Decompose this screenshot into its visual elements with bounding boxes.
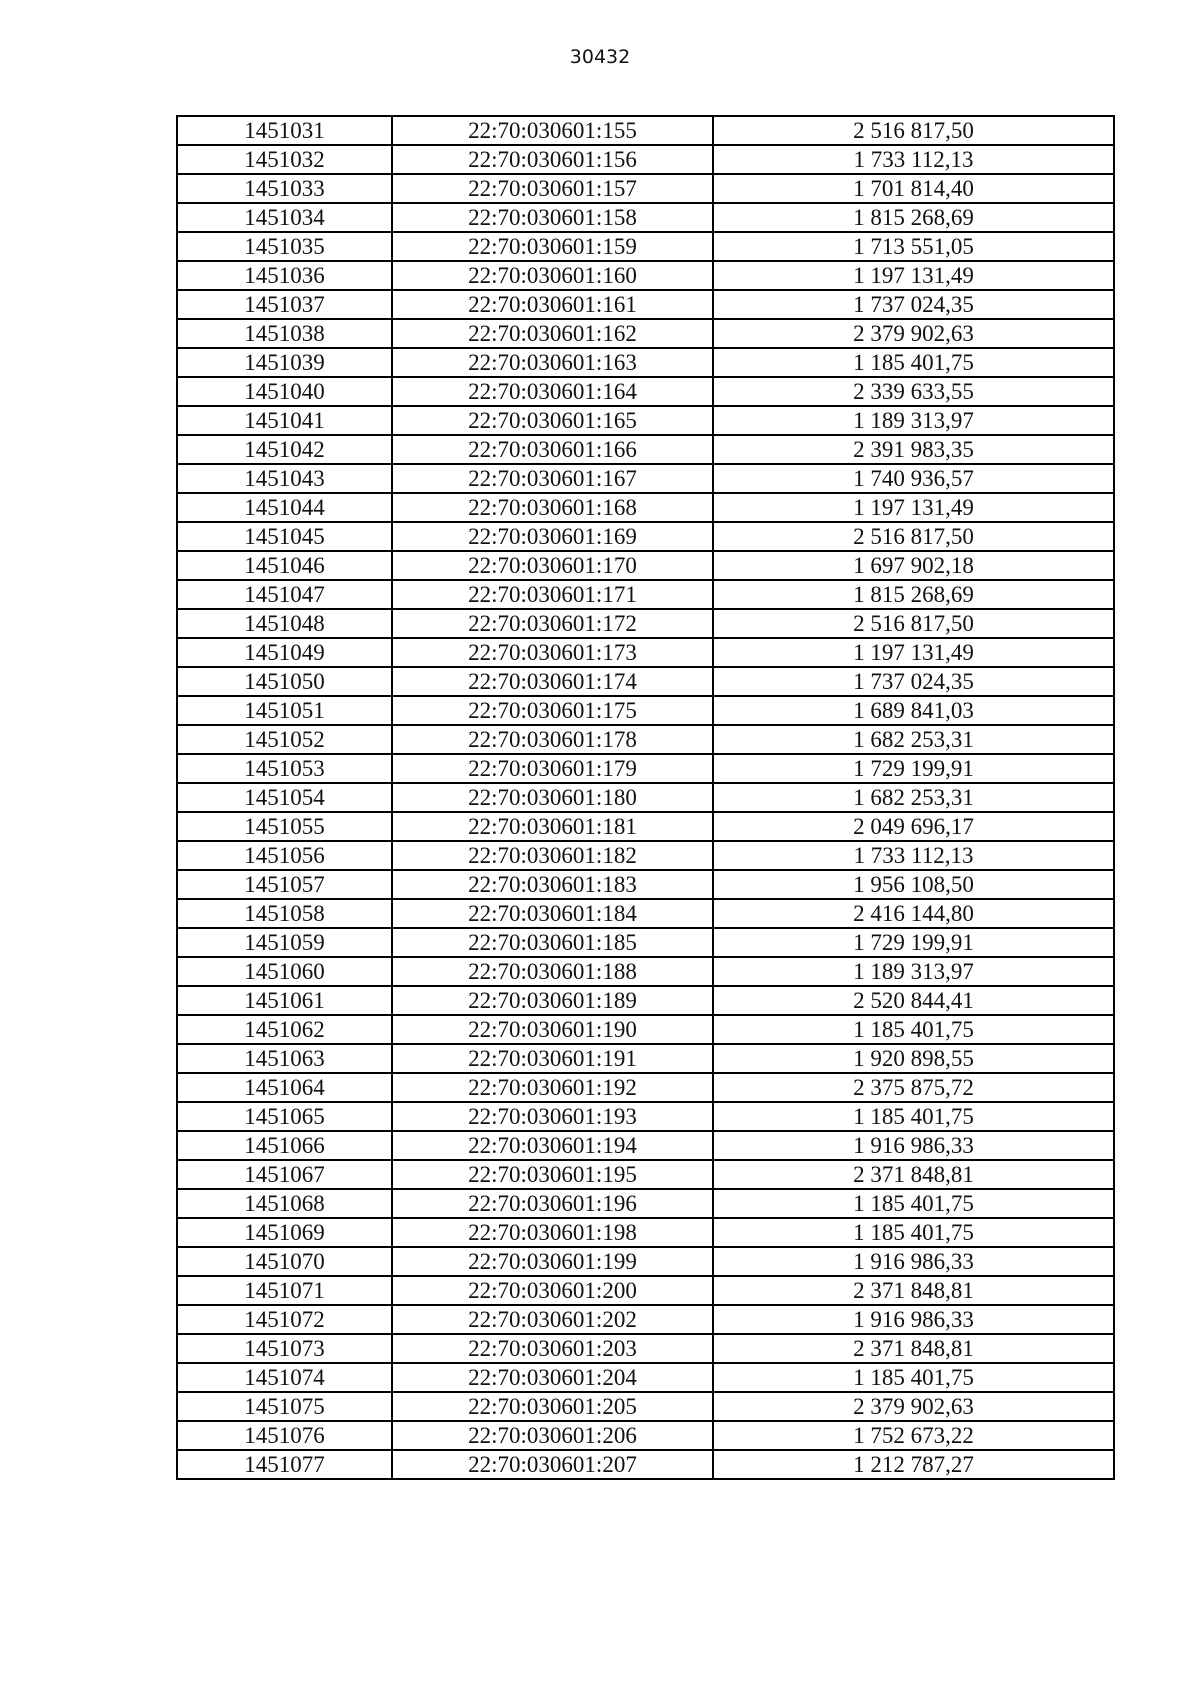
value-cell: 1 689 841,03	[713, 696, 1114, 725]
row-id-cell: 1451037	[177, 290, 392, 319]
row-id-cell: 1451063	[177, 1044, 392, 1073]
table-row	[177, 1189, 1114, 1218]
table-row	[177, 1218, 1114, 1247]
cadastral-number-cell: 22:70:030601:159	[392, 232, 713, 261]
value-cell: 1 815 268,69	[713, 580, 1114, 609]
row-id-cell: 1451059	[177, 928, 392, 957]
table-row	[177, 1160, 1114, 1189]
row-id-cell: 1451031	[177, 116, 392, 145]
row-id-cell: 1451051	[177, 696, 392, 725]
cadastral-number-cell: 22:70:030601:182	[392, 841, 713, 870]
value-cell: 2 516 817,50	[713, 609, 1114, 638]
cadastral-number-cell: 22:70:030601:157	[392, 174, 713, 203]
value-cell: 2 516 817,50	[713, 116, 1114, 145]
cadastral-number-cell: 22:70:030601:185	[392, 928, 713, 957]
cadastral-number-cell: 22:70:030601:162	[392, 319, 713, 348]
cadastral-number-cell: 22:70:030601:173	[392, 638, 713, 667]
cadastral-number-cell: 22:70:030601:190	[392, 1015, 713, 1044]
cadastral-number-cell: 22:70:030601:175	[392, 696, 713, 725]
value-cell: 2 379 902,63	[713, 319, 1114, 348]
table-row	[177, 1044, 1114, 1073]
value-cell: 1 185 401,75	[713, 348, 1114, 377]
table-row	[177, 493, 1114, 522]
cadastral-number-cell: 22:70:030601:189	[392, 986, 713, 1015]
row-id-cell: 1451067	[177, 1160, 392, 1189]
table-row	[177, 609, 1114, 638]
cadastral-number-cell: 22:70:030601:191	[392, 1044, 713, 1073]
cadastral-number-cell: 22:70:030601:155	[392, 116, 713, 145]
table-row	[177, 551, 1114, 580]
cadastral-number-cell: 22:70:030601:165	[392, 406, 713, 435]
value-cell: 1 815 268,69	[713, 203, 1114, 232]
cadastral-number-cell: 22:70:030601:168	[392, 493, 713, 522]
row-id-cell: 1451060	[177, 957, 392, 986]
table-row	[177, 957, 1114, 986]
cadastral-number-cell: 22:70:030601:202	[392, 1305, 713, 1334]
row-id-cell: 1451069	[177, 1218, 392, 1247]
value-cell: 2 049 696,17	[713, 812, 1114, 841]
table-row	[177, 377, 1114, 406]
value-cell: 1 916 986,33	[713, 1247, 1114, 1276]
row-id-cell: 1451045	[177, 522, 392, 551]
value-cell: 1 185 401,75	[713, 1218, 1114, 1247]
row-id-cell: 1451074	[177, 1363, 392, 1392]
cadastral-number-cell: 22:70:030601:164	[392, 377, 713, 406]
row-id-cell: 1451058	[177, 899, 392, 928]
row-id-cell: 1451062	[177, 1015, 392, 1044]
value-cell: 1 212 787,27	[713, 1450, 1114, 1479]
table-row	[177, 203, 1114, 232]
row-id-cell: 1451035	[177, 232, 392, 261]
value-cell: 1 701 814,40	[713, 174, 1114, 203]
cadastral-number-cell: 22:70:030601:179	[392, 754, 713, 783]
value-cell: 2 371 848,81	[713, 1276, 1114, 1305]
cadastral-number-cell: 22:70:030601:198	[392, 1218, 713, 1247]
row-id-cell: 1451046	[177, 551, 392, 580]
table-row	[177, 580, 1114, 609]
row-id-cell: 1451034	[177, 203, 392, 232]
table-row	[177, 841, 1114, 870]
value-cell: 1 713 551,05	[713, 232, 1114, 261]
table-row	[177, 290, 1114, 319]
cadastral-number-cell: 22:70:030601:158	[392, 203, 713, 232]
value-cell: 1 682 253,31	[713, 783, 1114, 812]
value-cell: 1 185 401,75	[713, 1189, 1114, 1218]
row-id-cell: 1451073	[177, 1334, 392, 1363]
value-cell: 1 189 313,97	[713, 957, 1114, 986]
row-id-cell: 1451061	[177, 986, 392, 1015]
row-id-cell: 1451068	[177, 1189, 392, 1218]
table-row	[177, 145, 1114, 174]
table-row	[177, 928, 1114, 957]
value-cell: 1 697 902,18	[713, 551, 1114, 580]
cadastral-number-cell: 22:70:030601:199	[392, 1247, 713, 1276]
cadastral-number-cell: 22:70:030601:205	[392, 1392, 713, 1421]
row-id-cell: 1451044	[177, 493, 392, 522]
cadastral-number-cell: 22:70:030601:161	[392, 290, 713, 319]
cadastral-number-cell: 22:70:030601:180	[392, 783, 713, 812]
value-cell: 1 916 986,33	[713, 1305, 1114, 1334]
table-row	[177, 638, 1114, 667]
row-id-cell: 1451047	[177, 580, 392, 609]
table-row	[177, 1305, 1114, 1334]
value-cell: 1 733 112,13	[713, 841, 1114, 870]
cadastral-number-cell: 22:70:030601:181	[392, 812, 713, 841]
value-cell: 2 371 848,81	[713, 1160, 1114, 1189]
table-row	[177, 1015, 1114, 1044]
row-id-cell: 1451075	[177, 1392, 392, 1421]
cadastral-number-cell: 22:70:030601:192	[392, 1073, 713, 1102]
table-row	[177, 1450, 1114, 1479]
row-id-cell: 1451050	[177, 667, 392, 696]
row-id-cell: 1451066	[177, 1131, 392, 1160]
value-cell: 1 737 024,35	[713, 667, 1114, 696]
value-cell: 2 371 848,81	[713, 1334, 1114, 1363]
value-cell: 1 740 936,57	[713, 464, 1114, 493]
cadastral-number-cell: 22:70:030601:160	[392, 261, 713, 290]
cadastral-number-cell: 22:70:030601:163	[392, 348, 713, 377]
page-number: 30432	[569, 46, 631, 68]
row-id-cell: 1451056	[177, 841, 392, 870]
value-cell: 1 733 112,13	[713, 145, 1114, 174]
data-table	[176, 115, 1115, 1480]
table-row	[177, 1247, 1114, 1276]
table-row	[177, 319, 1114, 348]
table-row	[177, 1363, 1114, 1392]
value-cell: 1 729 199,91	[713, 928, 1114, 957]
cadastral-number-cell: 22:70:030601:178	[392, 725, 713, 754]
value-cell: 2 379 902,63	[713, 1392, 1114, 1421]
row-id-cell: 1451057	[177, 870, 392, 899]
value-cell: 1 729 199,91	[713, 754, 1114, 783]
row-id-cell: 1451039	[177, 348, 392, 377]
row-id-cell: 1451053	[177, 754, 392, 783]
cadastral-number-cell: 22:70:030601:204	[392, 1363, 713, 1392]
table-row	[177, 1131, 1114, 1160]
table-body	[177, 116, 1114, 1479]
row-id-cell: 1451071	[177, 1276, 392, 1305]
row-id-cell: 1451038	[177, 319, 392, 348]
table-row	[177, 1276, 1114, 1305]
row-id-cell: 1451033	[177, 174, 392, 203]
table-row	[177, 116, 1114, 145]
value-cell: 1 920 898,55	[713, 1044, 1114, 1073]
value-cell: 2 520 844,41	[713, 986, 1114, 1015]
row-id-cell: 1451052	[177, 725, 392, 754]
table-row	[177, 261, 1114, 290]
row-id-cell: 1451070	[177, 1247, 392, 1276]
cadastral-number-cell: 22:70:030601:203	[392, 1334, 713, 1363]
row-id-cell: 1451041	[177, 406, 392, 435]
cadastral-number-cell: 22:70:030601:174	[392, 667, 713, 696]
row-id-cell: 1451036	[177, 261, 392, 290]
cadastral-number-cell: 22:70:030601:184	[392, 899, 713, 928]
cadastral-number-cell: 22:70:030601:170	[392, 551, 713, 580]
value-cell: 1 189 313,97	[713, 406, 1114, 435]
row-id-cell: 1451064	[177, 1073, 392, 1102]
table-row	[177, 232, 1114, 261]
table-row	[177, 522, 1114, 551]
value-cell: 2 339 633,55	[713, 377, 1114, 406]
table-row	[177, 406, 1114, 435]
table-row	[177, 174, 1114, 203]
table-row	[177, 754, 1114, 783]
value-cell: 2 391 983,35	[713, 435, 1114, 464]
value-cell: 1 752 673,22	[713, 1421, 1114, 1450]
cadastral-number-cell: 22:70:030601:196	[392, 1189, 713, 1218]
table-row	[177, 1073, 1114, 1102]
table-row	[177, 899, 1114, 928]
row-id-cell: 1451042	[177, 435, 392, 464]
value-cell: 2 375 875,72	[713, 1073, 1114, 1102]
row-id-cell: 1451048	[177, 609, 392, 638]
cadastral-number-cell: 22:70:030601:206	[392, 1421, 713, 1450]
cadastral-number-cell: 22:70:030601:156	[392, 145, 713, 174]
value-cell: 1 956 108,50	[713, 870, 1114, 899]
row-id-cell: 1451072	[177, 1305, 392, 1334]
cadastral-number-cell: 22:70:030601:193	[392, 1102, 713, 1131]
cadastral-number-cell: 22:70:030601:188	[392, 957, 713, 986]
cadastral-number-cell: 22:70:030601:194	[392, 1131, 713, 1160]
table-row	[177, 1334, 1114, 1363]
row-id-cell: 1451065	[177, 1102, 392, 1131]
value-cell: 1 197 131,49	[713, 261, 1114, 290]
cadastral-number-cell: 22:70:030601:167	[392, 464, 713, 493]
cadastral-number-cell: 22:70:030601:169	[392, 522, 713, 551]
table-row	[177, 1421, 1114, 1450]
cadastral-number-cell: 22:70:030601:172	[392, 609, 713, 638]
row-id-cell: 1451077	[177, 1450, 392, 1479]
table-row	[177, 435, 1114, 464]
value-cell: 1 916 986,33	[713, 1131, 1114, 1160]
value-cell: 1 185 401,75	[713, 1363, 1114, 1392]
value-cell: 1 185 401,75	[713, 1102, 1114, 1131]
value-cell: 1 197 131,49	[713, 638, 1114, 667]
cadastral-number-cell: 22:70:030601:195	[392, 1160, 713, 1189]
row-id-cell: 1451055	[177, 812, 392, 841]
cadastral-number-cell: 22:70:030601:166	[392, 435, 713, 464]
table-row	[177, 812, 1114, 841]
table-row	[177, 1392, 1114, 1421]
value-cell: 2 516 817,50	[713, 522, 1114, 551]
value-cell: 2 416 144,80	[713, 899, 1114, 928]
value-cell: 1 682 253,31	[713, 725, 1114, 754]
table-row	[177, 986, 1114, 1015]
table-row	[177, 464, 1114, 493]
table-row	[177, 725, 1114, 754]
table-row	[177, 667, 1114, 696]
value-cell: 1 197 131,49	[713, 493, 1114, 522]
value-cell: 1 185 401,75	[713, 1015, 1114, 1044]
row-id-cell: 1451043	[177, 464, 392, 493]
row-id-cell: 1451076	[177, 1421, 392, 1450]
table-row	[177, 1102, 1114, 1131]
table-row	[177, 696, 1114, 725]
table-row	[177, 870, 1114, 899]
cadastral-number-cell: 22:70:030601:207	[392, 1450, 713, 1479]
row-id-cell: 1451054	[177, 783, 392, 812]
cadastral-number-cell: 22:70:030601:200	[392, 1276, 713, 1305]
value-cell: 1 737 024,35	[713, 290, 1114, 319]
table-row	[177, 348, 1114, 377]
table-row	[177, 783, 1114, 812]
row-id-cell: 1451032	[177, 145, 392, 174]
cadastral-number-cell: 22:70:030601:183	[392, 870, 713, 899]
cadastral-number-cell: 22:70:030601:171	[392, 580, 713, 609]
row-id-cell: 1451049	[177, 638, 392, 667]
row-id-cell: 1451040	[177, 377, 392, 406]
